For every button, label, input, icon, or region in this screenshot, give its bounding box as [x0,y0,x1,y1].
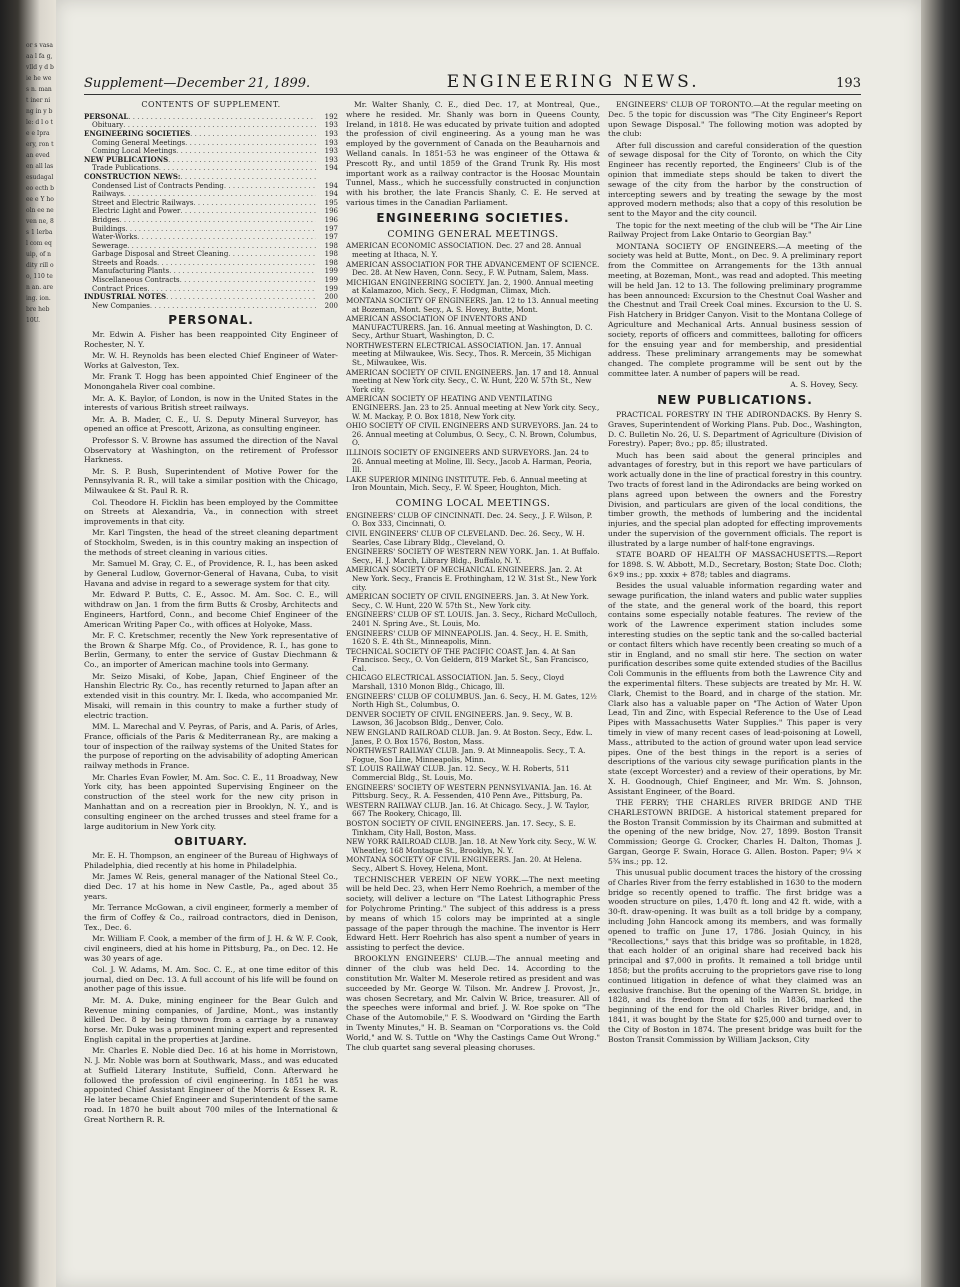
toc-title: CONTENTS OF SUPPLEMENT. [141,100,281,109]
local-meeting-item: TECHNICAL SOCIETY OF THE PACIFIC COAST. Jan. 4. At San Francisco. Secy., O. Von Geldern, 819 Market St., San Francisco, Cal. [346,646,589,673]
toc-label: Sewerage [92,241,128,250]
toc-row [84,302,338,311]
local-meeting-item: WESTERN RAILWAY CLUB. Jan. 16. At Chicago. Secy., J. W. Taylor, 667 The Rookery, Chicago, Ill. [346,800,590,819]
society-notes [346,875,600,1053]
toc-page: 196 [324,215,338,224]
column-1 [84,100,338,1280]
header-page-number: 193 [836,76,861,91]
toc-label: Bridges [92,215,120,224]
toc-leader [190,130,316,139]
toc-row [84,242,338,251]
toc-label: ENGINEERING SOCIETIES [84,128,191,138]
toc-page: 192 [324,112,338,121]
local-meeting-item: ENGINEERS' CLUB OF ST. LOUIS. Jan. 3. Secy., Richard McCulloch, 2401 N. Spring Ave., St. Louis, Mo. [346,610,598,628]
toc-label: Water-Works [92,233,138,242]
toc-row [84,113,338,122]
obituary-item: Mr. M. A. Duke, mining engineer for the Bear Gulch and Revenue mining companies, of Jardine, Mont., was instantly killed Dec. 8 by being thrown from a carriage by a runaway horse. Mr. Duke was a prominent mining expert and represented English capital in the properties at Jardine. [84,995,338,1044]
local-meeting-item: ENGINEERS' SOCIETY OF WESTERN NEW YORK. Jan. 1. At Buffalo. Secy., H. J. March, Library Bldg., Buffalo, N. Y. [346,547,600,565]
toc-leader [137,233,316,242]
local-meetings-list [346,512,600,874]
personal-item: Mr. Edwin A. Fisher has been reappointed City Engineer of Rochester, N. Y. [84,330,338,350]
toc-page: 199 [324,267,338,276]
toc-row [84,130,338,139]
toc-leader [119,216,316,225]
obituary-continued [346,100,600,208]
publication-item: PRACTICAL FORESTRY IN THE ADIRONDACKS. By Henry S. Graves, Superintendent of Working Plans. Pub. Doc., Washington, D. C. Bulletin No. 26, U. S. Department of Agriculture (Division of Forestry). Paper; 8vo.; pp. 85; illustrated. [608,409,862,449]
general-meeting-item: OHIO SOCIETY OF CIVIL ENGINEERS AND SURVEYORS. Jan. 24 to 26. Annual meeting at Columbus, O. Secy., C. N. Brown, Columbus, O. [346,421,598,448]
toc-leader [180,276,316,285]
toc-page: 193 [324,121,338,130]
toc-row [84,216,338,225]
personal-item: Col. Theodore H. Ficklin has been employed by the Committee on Streets at Alexandria, Va., in connection with street improvements in that city. [84,497,338,527]
toc-leader [185,139,316,148]
obituary-item: Mr. Walter Shanly, C. E., died Dec. 17, at Montreal, Que., where he resided. Mr. Shanly was born in Queens County, Ireland, in 1818. He was educated by private tuition and adopted the profession of civil engineering. As a young man he was employed by the government of Canada on the Beauharnois and Welland canals. In 1851-53 he was engineer of the Ottawa & Prescott Ry., and until 1859 of the Grand Trunk Ry. His most important work as a railway contractor is the Hoosac Mountain Tunnel, Mass., which he successfully constructed in conjunction with his brother, the late Francis Shanly, C. E. He served at various times in the Canadian Parliament. [346,100,600,207]
general-meeting-item: MONTANA SOCIETY OF ENGINEERS. Jan. 12 to 13. Annual meeting at Bozeman, Mont. Secy., A. S. Hovey, Butte, Mont. [346,295,599,314]
toc-label: Trade Publications [92,164,159,173]
local-meetings-heading: COMING LOCAL MEETINGS. [395,497,551,509]
obituary-item: Mr. James W. Reis, general manager of the National Steel Co., died Dec. 17 at his home in New Castle, Pa., aged about 35 years. [84,872,338,901]
columns [84,100,862,1280]
toc-page: 200 [324,293,338,302]
header-date: Supplement—December 21, 1899. [84,76,311,91]
toc-row [84,259,338,268]
toc-label: Electric Light and Power [92,207,181,216]
toc-row [84,293,338,302]
local-meeting-item: CIVIL ENGINEERS' CLUB OF CLEVELAND. Dec. 26. Secy., W. H. Searles, Case Library Bldg., Cleveland, O. [346,528,585,547]
general-meeting-item: AMERICAN ECONOMIC ASSOCIATION. Dec. 27 and 28. Annual meeting at Ithaca, N. Y. [346,241,582,259]
society-note: TECHNISCHER VEREIN OF NEW YORK.—The next meeting will be held Dec. 23, when Herr Nemo Roehrich, a member of the society, will deliver a lecture on "The Latest Lithographic Press for Polychrome Printing." The subject of this address is a press by means of which 15 colors may be imprinted at a single passage of the paper through the machine. The inventor is Herr Edward Hett. Herr Roehrich has also spent a number of years in assisting to perfect the device. [346,874,600,953]
column-2 [346,100,600,1280]
toc-page: 198 [324,250,338,259]
obituary-item: Mr. Charles E. Noble died Dec. 16 at his home in Morristown, N. J. Mr. Noble was born at Southwark, Mass., and was educated at Suffield Literary Institute, Suffield, Conn. Afterward he followed the profession of civil engineering. In 1851 he was appointed Chief Assistant Engineer of the Morris & Essex R. R. He later became Chief Engineer and Superintendent of the same road. In 1870 he built about 700 miles of the International & Great Northern R. R. [84,1046,338,1124]
local-meeting-item: BOSTON SOCIETY OF CIVIL ENGINEERS. Jan. 17. Secy., S. E. Tinkham, City Hall, Boston, Mass. [346,818,576,837]
obituary-section [84,851,338,1125]
toc-leader [159,164,316,173]
toc-label: PERSONAL [84,111,129,121]
toc-row [84,225,338,234]
toc-page: 193 [324,147,338,156]
toc-leader [125,225,316,234]
toc-leader [169,267,316,276]
local-meeting-item: CHICAGO ELECTRICAL ASSOCIATION. Jan. 5. Secy., Cloyd Marshall, 1310 Monon Bldg., Chicago, Ill. [346,673,565,692]
toc-leader [193,199,316,208]
header-title: ENGINEERING NEWS. [446,72,700,92]
general-meeting-item: AMERICAN ASSOCIATION FOR THE ADVANCEMENT OF SCIENCE. Dec. 28. At New Haven, Conn. Secy., F. W. Putnam, Salem, Mass. [346,259,600,278]
toc-page: 197 [324,233,338,242]
toc-label: New Companies [92,301,150,310]
toc-leader [168,156,316,165]
obituary-item: Mr. William F. Cook, a member of the firm of J. H. & W. F. Cook, civil engineers, died at his home in Pittsburg, Pa., on Dec. 12. He was 30 years of age. [84,933,338,963]
toc-row [84,199,338,208]
personal-item: Mr. A. B. Mader, C. E., U. S. Deputy Mineral Surveyor, has opened an office at Prescott, Arizona, as consulting engineer. [84,414,338,434]
obituary-item: Mr. Terrance McGowan, a civil engineer, formerly a member of the firm of Coffey & Co., railroad contractors, died in Denison, Tex., Dec. 6. [84,903,338,932]
local-meeting-item: NEW ENGLAND RAILROAD CLUB. Jan. 9. At Boston. Secy., Edw. L. Janes, P. O. Box 1576, Boston, Mass. [346,728,593,746]
adjacent-page-text: or s vasaaa l fa g, vlld y d bie he wes n. mant iner ning in y ble: d l o te e Ipra ery, ron tan eved en all lasesudagaleo ecth bee e Y ho oln ee ne ven ne, 8s 1 lerbal com equip, of ndity rill oo, 110 ten an. are ing. ion. bre heb 10U. [26,42,54,324]
local-meeting-item: ST. LOUIS RAILWAY CLUB. Jan. 12. Secy., W. H. Roberts, 511 Commercial Bldg., St. Louis, Mo. [346,764,571,782]
toc-label: Manufacturing Plants [92,267,170,276]
toc-leader [124,190,316,199]
personal-item: Mr. Charles Evan Fowler, M. Am. Soc. C. E., 11 Broadway, New York city, has been appointed Supervising Engineer on the construction of the steel work for the new city prison in Manhattan and on a recreation pier in Brooklyn, N. Y., and is consulting engineer on the arched trusses and steel frame for a large auditorium in New York city. [84,772,338,831]
society-signature: A. S. Hovey, Secy. [790,380,858,390]
personal-item: Mr. Edward P. Butts, C. E., Assoc. M. Am. Soc. C. E., will withdraw on Jan. 1 from the firm Butts & Crosby, Architects and Engineers, Hartford, Conn., and become Chief Engineer of the American Writing Paper Co., with offices at Holyoke, Mass. [84,590,338,629]
local-meeting-item: ENGINEERS' CLUB OF MINNEAPOLIS. Jan. 4. Secy., H. E. Smith, 1620 S. E. 4th St., Minneapolis, Minn. [346,628,589,647]
personal-item: Mr. Frank T. Hogg has been appointed Chief Engineer of the Monongahela River coal combine. [84,372,338,392]
toc-page: 194 [324,190,338,199]
toc-row [84,139,338,148]
obituary-heading: OBITUARY. [174,835,248,849]
society-note: MONTANA SOCIETY OF ENGINEERS.—A meeting of the society was held at Butte, Mont., on Dec. 9. A preliminary report from the Committee on Arrangements for the 13th annual meeting, at Bozeman, Mont., was read and adopted. This meeting will be held Jan. 12 to 13. The following preliminary programme has been announced: Excursion to the Chestnut Coal Washer and the Chestnut and Trail Creek Coal mines. Excursion to the U. S. Fish Hatchery in Bridger Canyon. Visit to the Montana College of Agriculture and Mechanical Arts. Annual business session of society, reports of officers and committees, balloting for officers for the ensuing year and for membership, and presidential address. These preliminary arrangements may be somewhat changed. The complete programme will be sent out by the committee later. A number of papers will be read. [608,241,862,379]
society-note: BROOKLYN ENGINEERS' CLUB.—The annual meeting and dinner of the club was held Dec. 14. According to the constitution Mr. Walter M. Meserole retired as president and was succeeded by Mr. George W. Tilson. Mr. Andrew J. Provost, Jr., was chosen Secretary, and Mr. Calvin W. Brice, treasurer. All of the speeches were informal and brief. J. W. Roe spoke on "The Chase of the Automobile," F. S. Woodward on "Girding the Earth in Twenty Minutes," H. B. Seaman on "Corporations vs. the Cold World," and W. S. Tuttle on "Why the Castings Came Out Wrong." The club quartet sang several pleasing choruses. [346,954,600,1052]
toc-row [84,207,338,216]
adjacent-page-edge [0,0,56,1287]
personal-item: Mr. Seizo Misaki, of Kobe, Japan, Chief Engineer of the Hanshin Electric Ry. Co., has recently returned to Japan after an extended visit in this country. Mr. I. Ikeda, who accompanied Mr. Misaki, will remain in this country to make a further study of electric traction. [84,671,338,720]
toc-label: INDUSTRIAL NOTES [84,292,167,302]
general-meeting-item: AMERICAN SOCIETY OF HEATING AND VENTILATING ENGINEERS. Jan. 23 to 25. Annual meeting at New York city. Secy., W. M. Mackay, P. O. Box 1818, New York city. [346,394,600,421]
publications-heading: NEW PUBLICATIONS. [657,393,813,408]
general-meeting-item: MICHIGAN ENGINEERING SOCIETY. Jan. 2, 1900. Annual meeting at Kalamazoo, Mich. Secy., F. Hodgman, Climax, Mich. [346,277,594,296]
toc-leader [147,285,316,294]
personal-item: Professor S. V. Browne has assumed the direction of the Naval Observatory at Washington, on the retirement of Professor Harkness. [84,435,338,465]
toc-row [84,182,338,191]
toc-row [84,173,338,182]
toc-leader [180,173,316,182]
general-meeting-item: AMERICAN ASSOCIATION OF INVENTORS AND MANUFACTURERS. Jan. 16. Annual meeting at Washington, D. C. Secy., Arthur Stuart, Washington, D. C. [346,314,593,341]
personal-item: Mr. Karl Tingsten, the head of the street cleaning department of Stockholm, Sweden, is in this country making an inspection of the methods of street cleaning in various cities. [84,528,338,557]
toc-label: Miscellaneous Contracts [92,276,180,285]
toc-label: CONSTRUCTION NEWS: [84,171,181,181]
toc-page: 197 [324,224,338,233]
local-meeting-item: AMERICAN SOCIETY OF CIVIL ENGINEERS. Jan. 3. At New York. Secy., C. W. Hunt, 220 W. 57th St., New York city. [346,592,589,610]
society-notes-continued [608,100,862,379]
obituary-item: Col. J. W. Adams, M. Am. Soc. C. E., at one time editor of this journal, died on Dec. 13. A full account of his life will be found on another page of this issue. [84,964,338,994]
obituary-item: Mr. E. H. Thompson, an engineer of the Bureau of Highways of Philadelphia, died recently at his home in Philadelphia. [84,851,338,870]
society-note: The topic for the next meeting of the club will be "The Air Line Railway Project from Lake Ontario to Georgian Bay." [608,220,862,240]
local-meeting-item: MONTANA SOCIETY OF CIVIL ENGINEERS. Jan. 20. At Helena. Secy., Albert S. Hovey, Helena, Mont. [346,855,582,873]
personal-item: Mr. Samuel M. Gray, C. E., of Providence, R. I., has been asked by General Ludlow, Governor-General of Havana, Cuba, to visit Havana and advise in regard to a sewerage system for that city. [84,559,338,588]
header-rule [84,94,861,95]
binding-shadow [921,0,960,1287]
toc-page: 193 [324,138,338,147]
publication-item: Much has been said about the general principles and advantages of forestry, but in this report we have particulars of work actually done in the line of practical forestry in this country. Two tracts of forest land in the Adirondacks are being worked on plans agreed upon between the owners and the Forestry Division, and particulars are given of the local conditions, the timber growth, the methods of lumbering and the incidental injuries, and the special plan adopted for effecting improvements under the supervision of the government officials. The report is illustrated by a large number of half-tone engravings. [608,450,862,548]
toc-page: 194 [324,181,338,190]
personal-item: Mr. S. P. Bush, Superintendent of Motive Power for the Pennsylvania R. R., will take a similar position with the Chicago, Milwaukee & St. Paul R. R. [84,466,338,496]
general-meeting-item: LAKE SUPERIOR MINING INSTITUTE. Feb. 6. Annual meeting at Iron Mountain, Mich. Secy., F. W. Speer, Houghton, Mich. [346,474,587,493]
society-note: ENGINEERS' CLUB OF TORONTO.—At the regular meeting on Dec. 5 the topic for discussion was "The City Engineer's Report upon Sewage Disposal." The following motion was adopted by the club: [608,100,862,139]
local-meeting-item: AMERICAN SOCIETY OF MECHANICAL ENGINEERS. Jan. 2. At New York. Secy., Francis E. Frothingham, 12 W. 31st St., New York city. [346,565,597,592]
society-note: After full discussion and careful consideration of the question of sewage disposal for the City of Toronto, on which the City Engineer has recently reported, the Engineers' Club is of the opinion that immediate steps should be taken to divert the sewage of the city from the harbor by the construction of intercepting sewers and by treating the sewage by the most approved modern methods; also that a copy of this resolution be sent to the Mayor and the city council. [608,140,862,219]
toc-label: Street and Electric Railways [92,198,194,207]
toc-page: 195 [324,198,338,207]
newspaper-page [56,0,921,1287]
table-of-contents [84,113,338,311]
toc-leader [224,182,316,191]
toc-label: Streets and Roads [92,258,157,267]
toc-page [316,173,338,182]
toc-page: 198 [324,241,338,250]
toc-label: Coming General Meetings [92,138,186,147]
toc-leader [176,147,316,156]
toc-leader [180,207,316,216]
toc-label: Garbage Disposal and Street Cleaning [92,250,229,259]
page-header [84,72,861,94]
toc-row [84,233,338,242]
toc-leader [128,113,316,122]
societies-heading: ENGINEERING SOCIETIES. [376,210,570,225]
toc-page: 194 [324,164,338,173]
toc-page: 193 [324,129,338,138]
personal-heading: PERSONAL. [168,313,254,328]
toc-label: NEW PUBLICATIONS [84,154,169,164]
publication-item: STATE BOARD OF HEALTH OF MASSACHUSETTS.—Report for 1898. S. W. Abbott, M.D., Secretary, Boston; State Doc. Cloth; 6×9 ins.; pp. xxxix + 878; tables and diagrams. [608,550,862,579]
publication-item: This unusual public document traces the history of the crossing of Charles River from the ferry established in 1630 to the modern bridge so recently opened to traffic. The first bridge was a wooden structure on piles, 1,470 ft. long and 42 ft. wide, with a 30-ft. draw-opening. It was built as a toll bridge by a company, including John Hancock among its members, and was formally opened to traffic on June 17, 1786. Josiah Quincy, in his "Recollections," says that this bridge was so profitable, in 1828, that each holder of an original share had received back his principal and $7,000 in profits. It remained a toll bridge until 1858; but the profits accruing to the proprietors gave rise to long continued litigation in defence of what they claimed was an exclusive franchise. But the opening of the Warren St. bridge, in 1828, and its freedom from all tolls in 1836, marked the beginning of the end for the old Charles River bridge, and, in 1841, it was bought by the State for $25,000 and turned over to the City of Boston in 1874. The present bridge was built for the Boston Transit Commission by William Jackson, City [608,868,862,1044]
toc-row [84,276,338,285]
personal-item: Mr. F. C. Kretschmer, recently the New York representative of the Brown & Sharpe Mfg. Co., of Providence, R. I., has gone to Berlin, Germany, to enter the service of Gustav Diechmann & Co., an importer of American machine tools into Germany. [84,630,338,670]
toc-page: 196 [324,207,338,216]
toc-page: 200 [324,301,338,310]
toc-row [84,250,338,259]
toc-row [84,156,338,165]
toc-page: 199 [324,284,338,293]
toc-row [84,190,338,199]
general-meetings-list [346,242,600,493]
toc-leader [150,302,316,311]
general-meeting-item: ILLINOIS SOCIETY OF ENGINEERS AND SURVEYORS. Jan. 24 to 26. Annual meeting at Moline, Ill. Secy., Jacob A. Harman, Peoria, Ill. [346,448,592,475]
toc-leader [228,250,316,259]
toc-label: Coming Local Meetings [92,147,177,156]
local-meeting-item: DENVER SOCIETY OF CIVIL ENGINEERS. Jan. 9. Secy., W. B. Lawson, 36 Jacobson Bldg., Denver, Colo. [346,709,573,728]
column-3 [608,100,862,1280]
toc-page: 199 [324,276,338,285]
toc-row [84,267,338,276]
general-meeting-item: AMERICAN SOCIETY OF CIVIL ENGINEERS. Jan. 17 and 18. Annual meeting at New York city. Secy., C. W. Hunt, 220 W. 57th St., New York city. [346,367,599,394]
publication-item: THE FERRY; THE CHARLES RIVER BRIDGE AND THE CHARLESTOWN BRIDGE. A historical statement prepared for the Boston Transit Commission by its Chairman and submitted at the opening of the new bridge, Nov. 27, 1899. Boston Transit Commission; George G. Crocker, Charles H. Dalton, Thomas J. Gargan, George F. Swain, Horace G. Allen. Boston. Paper; 9¼ × 5¾ ins.; pp. 12. [608,797,862,866]
publication-item: Besides the usual valuable information regarding water and sewage purification, the inland waters and public water supplies of the state, and the general work of the board, this report contains some especially notable features. The review of the work of the Lawrence experiment station includes some interesting studies on the septic tank and the so-called bacterial or contact filters which have recently been creating so much of a stir in England, and no small stir here. The section on water purification describes some quite extended studies of the Bacillus Coli Communis in the effluents from both the Lawrence City and the experimental filters. These subjects are treated by Mr. H. W. Clark, Chemist to the Board, and in charge of the station. Mr. Clark also has a valuable paper on "The Action of Water Upon Lead, Tin and Zinc, with Especial Reference to the Use of Lead Pipes with Massachusetts Water Supplies." This paper is very timely in view of many recent cases of lead-poisoning at Lowell, Mass., attributed to the action of ground water upon lead service pipes. One of the best things in the report is a series of descriptions of the various city sewage purification plants in the state (except Worcester) and a review of their operations, by Mr. X. H. Goodnough, Chief Engineer, and Mr. Wm. S. Johnson, Assistant Engineer, of the Board. [608,580,862,796]
toc-leader [166,293,316,302]
personal-item: Mr. W. H. Reynolds has been elected Chief Engineer of Water-Works at Galveston, Tex. [84,351,338,371]
toc-label: Buildings [92,224,126,233]
local-meeting-item: NEW YORK RAILROAD CLUB. Jan. 18. At New York city. Secy., W. W. Wheatley, 168 Montague St., Brooklyn, N. Y. [346,837,597,855]
general-meeting-item: NORTHWESTERN ELECTRICAL ASSOCIATION. Jan. 17. Annual meeting at Milwaukee, Wis. Secy., Thos. R. Mercein, 35 Michigan St., Milwaukee, Wis. [346,340,592,368]
personal-item: Mr. A. K. Baylor, of London, is now in the United States in the interests of various British street railways. [84,393,338,413]
local-meeting-item: ENGINEERS' SOCIETY OF WESTERN PENNSYLVANIA. Jan. 16. At Pittsburg. Secy., R. A. Fessenden, 410 Penn Ave., Pittsburg, Pa. [346,782,592,801]
toc-page: 193 [324,155,338,164]
toc-leader [157,259,316,268]
toc-page: 198 [324,258,338,267]
publications-section [608,410,862,1045]
toc-label: Condensed List of Contracts Pending [92,181,224,190]
general-meetings-heading: COMING GENERAL MEETINGS. [387,228,559,240]
toc-label: Obituary [92,121,124,130]
local-meeting-item: ENGINEERS' CLUB OF COLUMBUS. Jan. 6. Secy., H. M. Gates, 12½ North High St., Columbus, O. [346,691,597,710]
local-meeting-item: ENGINEERS' CLUB OF CINCINNATI. Dec. 24. Secy., J. F. Wilson, P. O. Box 333, Cincinnati, O. [346,510,593,529]
toc-label: Contract Prices [92,284,148,293]
toc-leader [127,242,316,251]
personal-item: MM. L. Marechal and V. Peyras, of Paris, and A. Paris, of Arles, France, officials of the Paris & Mediterranean Ry., are making a tour of inspection of the railway systems of the United States for the purpose of reporting on the advisability of adopting American railway methods in France. [84,722,338,771]
personal-section [84,330,338,831]
toc-label: Railways [92,190,124,199]
local-meeting-item: NORTHWEST RAILWAY CLUB. Jan. 9. At Minneapolis. Secy., T. A. Fogue, Soo Line, Minneapolis, Minn. [346,746,586,764]
